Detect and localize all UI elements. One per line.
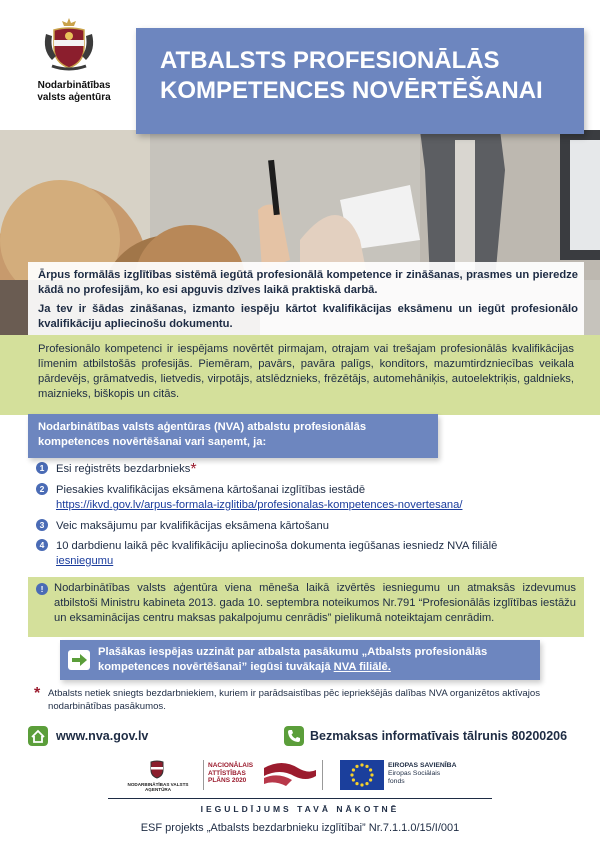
latvia-coat-of-arms-icon bbox=[40, 16, 98, 74]
footnote-text: Atbalsts netiek sniegts bezdarbniekiem, kuriem ir parādsaistības pēc iepriekšējās dalības NVA organizētos aktīvajos nodarbinātības pasākumos. bbox=[48, 688, 541, 712]
more-info-text: Plašākas iespējas uzzināt par atbalsta pasākumu „Atbalsts profesionālās kompetences novērtēšanai” iegūsi tuvākajā bbox=[98, 646, 488, 673]
intro-panel bbox=[28, 262, 584, 337]
page-title-line1: ATBALSTS PROFESIONĀLĀS bbox=[160, 47, 500, 74]
nap-ribbon-icon bbox=[262, 760, 318, 788]
reimbursement-note bbox=[28, 577, 584, 637]
eu-line3: fonds bbox=[388, 778, 405, 785]
step-2 bbox=[36, 483, 462, 513]
footer-divider bbox=[108, 798, 492, 799]
step-3-text: Veic maksājumu par kvalifikācijas eksāmena kārtošanu bbox=[56, 520, 329, 532]
step-4-text: 10 darbdienu laikā pēc kvalifikāciju apliecinoša dokumenta iegūšanas iesniedz NVA filiālē bbox=[56, 540, 498, 552]
nva-small-emblem-icon bbox=[146, 758, 168, 780]
logo-divider-2 bbox=[322, 760, 323, 790]
step-2-text: Piesakies kvalifikācijas eksāmena kārtošanai izglītības iestādē bbox=[56, 484, 366, 496]
step-number-4: 4 bbox=[36, 539, 48, 551]
page-title bbox=[160, 46, 580, 106]
page-title-line2: KOMPETENCES NOVĒRTĒŠANAI bbox=[160, 77, 543, 104]
asterisk-icon: * bbox=[190, 461, 197, 478]
org-name-line1: Nodarbinātības bbox=[37, 80, 111, 91]
logo-divider-1 bbox=[203, 760, 204, 790]
ikvd-link[interactable]: https://ikvd.gov.lv/arpus-formala-izglitiba/profesionalas-kompetences-novertesana/ bbox=[56, 499, 463, 511]
phone-text: Bezmaksas informatīvais tālrunis 80200206 bbox=[310, 729, 568, 743]
contact-row bbox=[28, 726, 584, 750]
slogan: IEGULDĪJUMS TAVĀ NĀKOTNĒ bbox=[200, 804, 400, 814]
home-icon bbox=[28, 726, 48, 746]
phone-icon bbox=[284, 726, 304, 746]
footnote-asterisk-icon: * bbox=[34, 685, 41, 702]
step-number-3: 3 bbox=[36, 519, 48, 531]
nap-line1: NACIONĀLAIS bbox=[208, 762, 254, 769]
professions-panel bbox=[28, 340, 584, 412]
info-icon: ! bbox=[36, 583, 48, 595]
logo-area bbox=[0, 0, 140, 130]
nva-small-name: NODARBINĀTĪBAS VALSTS AĢENTŪRA bbox=[127, 782, 189, 792]
partner-logos bbox=[0, 756, 600, 796]
support-heading: Nodarbinātības valsts aģentūras (NVA) atbalstu profesionālās kompetences novērtēšanai vari saņemt, ja: bbox=[38, 421, 367, 448]
org-name-line2: valsts aģentūra bbox=[37, 92, 111, 103]
more-info-bar bbox=[60, 640, 540, 680]
eu-line2: Eiropas Sociālais bbox=[388, 770, 441, 777]
eu-flag-icon bbox=[340, 760, 384, 790]
nap-line3: PLĀNS 2020 bbox=[208, 777, 247, 784]
intro-paragraph-1: Ārpus formālās izglītības sistēmā iegūtā profesionālā kompetence ir zināšanas, prasmes un pieredze kādā no profesijām, ko esi apguvis dzīves laikā praktiskā darbā. bbox=[38, 269, 578, 296]
support-heading-bar bbox=[28, 414, 438, 458]
step-1 bbox=[36, 462, 197, 477]
project-number: ESF projekts „Atbalsts bezdarbnieku izglītībai” Nr.7.1.1.0/15/I/001 bbox=[140, 822, 460, 834]
step-3 bbox=[36, 519, 329, 534]
reimbursement-text: Nodarbinātības valsts aģentūra viena mēneša laikā izvērtēs iesniegumu un atmaksās izdevumus atbilstoši Ministru kabineta 2013. gada 10. septembra noteikumos Nr.791 “Profesionālās izglītības iestāžu un eksaminācijas centru maksas pakalpojumu cenrādis” pielikumā noteiktajam cenrādim. bbox=[54, 582, 576, 624]
website-link[interactable]: www.nva.gov.lv bbox=[56, 729, 149, 743]
eu-line1: EIROPAS SAVIENĪBA bbox=[388, 762, 457, 769]
step-number-1: 1 bbox=[36, 462, 48, 474]
steps-panel bbox=[28, 450, 584, 575]
professions-text: Profesionālo kompetenci ir iespējams novērtēt pirmajam, otrajam vai trešajam profesionālās kvalifikācijas līmenim atbilstošās profesijās. Piemēram, pavārs, pavāra palīgs, konditors, mazumtirdzniecības veikala pārdevējs, grāmatvedis, lietvedis, virpotājs, atslēdznieks, frēzētājs, automehāniķis, autoelektriķis, galdnieks, maiznieks, biškopis un citās. bbox=[38, 343, 574, 400]
intro-paragraph-2: Ja tev ir šādas zināšanas, izmanto iespēju kārtot kvalifikācijas eksāmenu un iegūt profesionālo kvalifikāciju apliecinošu dokumentu. bbox=[38, 303, 578, 330]
step-4 bbox=[36, 539, 497, 569]
nva-branch-link[interactable]: NVA filiālē. bbox=[333, 661, 391, 673]
step-number-2: 2 bbox=[36, 483, 48, 495]
iesniegumu-link[interactable]: iesniegumu bbox=[56, 555, 114, 567]
nap-line2: ATTĪSTĪBAS bbox=[208, 769, 246, 777]
step-1-text: Esi reģistrēts bezdarbnieks bbox=[56, 463, 191, 475]
arrow-right-icon bbox=[68, 650, 90, 670]
